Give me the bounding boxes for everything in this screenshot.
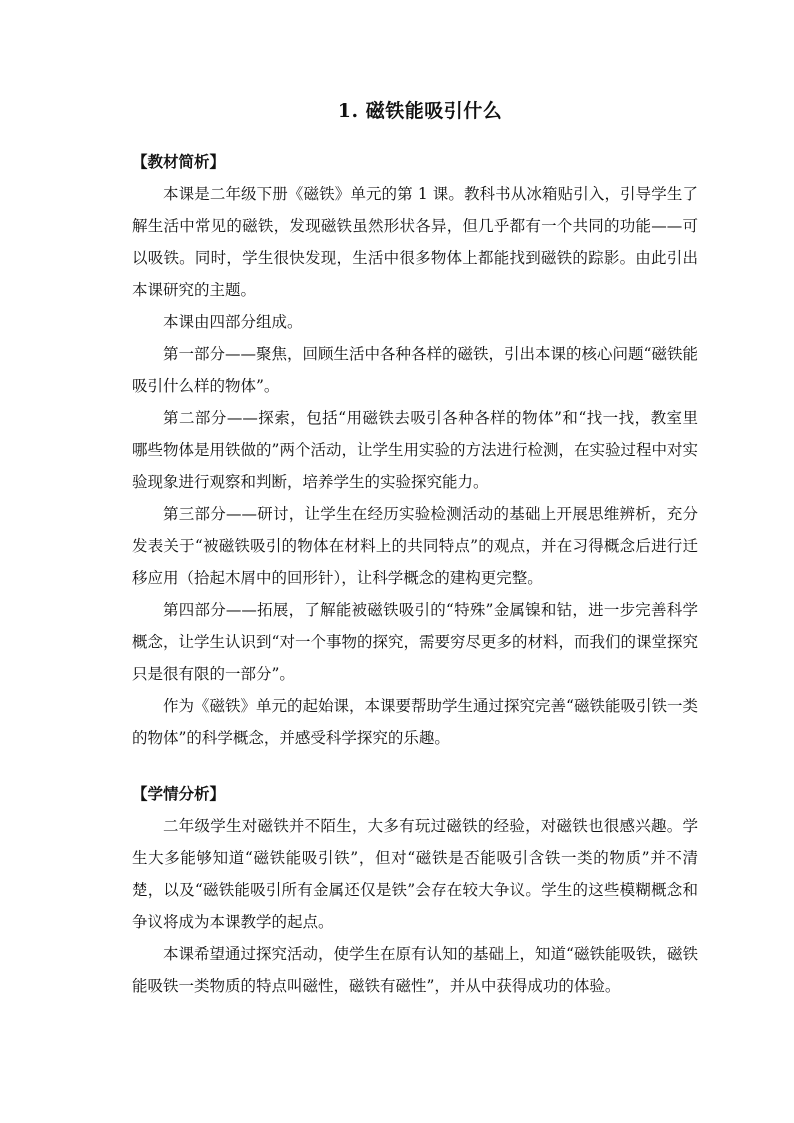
document-body — [132, 146, 698, 1002]
paragraph: 本课由四部分组成。 — [163, 313, 303, 331]
section-heading: 【教材简析】 — [132, 152, 226, 171]
paragraph: 本课是二年级下册《磁铁》单元的第 1 课。教科书从冰箱贴引入，引导学生了解生活中常见的磁铁，发现磁铁虽然形状各异，但几乎都有一个共同的功能——可以吸铁。同时，学生很快发现，生活中很多物体上都能找到磁铁的踪影。由此引出本课研究的主题。 — [132, 185, 698, 299]
document-title: 1. 磁铁能吸引什么 — [337, 100, 503, 122]
paragraph: 本课希望通过探究活动，使学生在原有认知的基础上，知道“磁铁能吸铁，磁铁能吸铁一类物质的特点叫磁性，磁铁有磁性”，并从中获得成功的体验。 — [132, 945, 698, 995]
paragraph: 第四部分——拓展，了解能被磁铁吸引的“特殊”金属镍和钴，进一步完善科学概念，让学生认识到“对一个事物的探究，需要穷尽更多的材料，而我们的课堂探究只是很有限的一部分”。 — [132, 601, 698, 683]
section-textbook-analysis — [132, 146, 698, 754]
section-learner-analysis — [132, 778, 698, 1002]
section-heading: 【学情分析】 — [132, 784, 226, 803]
paragraph: 二年级学生对磁铁并不陌生，大多有玩过磁铁的经验，对磁铁也很感兴趣。学生大多能够知道“磁铁能吸引铁”，但对“磁铁是否能吸引含铁一类的物质”并不清楚，以及“磁铁能吸引所有金属还仅是铁”会存在较大争议。学生的这些模糊概念和争议将成为本课教学的起点。 — [132, 817, 698, 931]
paragraph: 第一部分——聚焦，回顾生活中各种各样的磁铁，引出本课的核心问题“磁铁能吸引什么样的物体”。 — [132, 345, 698, 395]
paragraph: 第三部分——研讨，让学生在经历实验检测活动的基础上开展思维辨析，充分发表关于“被磁铁吸引的物体在材料上的共同特点”的观点，并在习得概念后进行迁移应用（拾起木屑中的回形针），让科学概念的建构更完整。 — [132, 505, 698, 587]
paragraph: 第二部分——探索，包括“用磁铁去吸引各种各样的物体”和“找一找，教室里哪些物体是用铁做的”两个活动，让学生用实验的方法进行检测，在实验过程中对实验现象进行观察和判断，培养学生的实验探究能力。 — [132, 409, 698, 491]
paragraph: 作为《磁铁》单元的起始课，本课要帮助学生通过探究完善“磁铁能吸引铁一类的物体”的科学概念，并感受科学探究的乐趣。 — [132, 697, 698, 747]
